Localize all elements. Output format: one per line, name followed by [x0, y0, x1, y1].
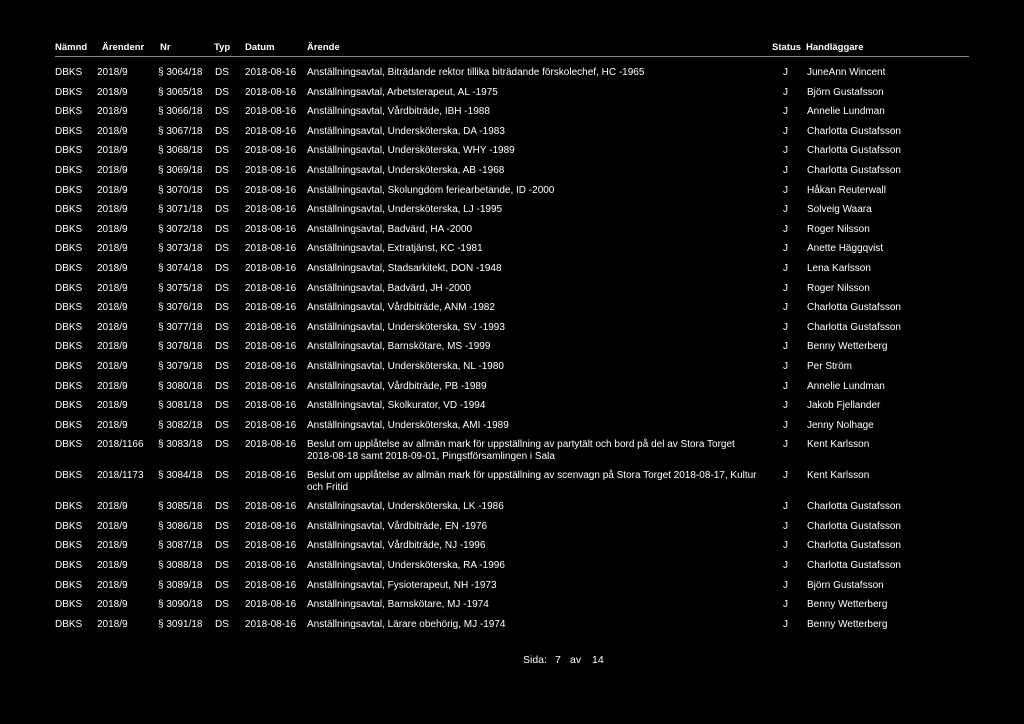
table-row	[0, 67, 1024, 87]
cell-namnd: DBKS	[55, 439, 83, 451]
header-status: Status	[772, 42, 802, 53]
cell-datum: 2018-08-16	[245, 106, 297, 118]
cell-arendenr: 2018/9	[97, 184, 128, 196]
header-namnd: Nämnd	[55, 42, 88, 53]
cell-status: J	[783, 262, 788, 274]
cell-namnd: DBKS	[55, 380, 83, 392]
cell-arendenr: 2018/9	[97, 540, 128, 552]
table-row	[0, 501, 1024, 521]
cell-handlaggare: Kent Karlsson	[807, 470, 870, 482]
cell-handlaggare: Håkan Reuterwall	[807, 184, 886, 196]
cell-status: J	[783, 243, 788, 255]
cell-typ: DS	[215, 470, 229, 482]
cell-nr: § 3067/18	[158, 125, 203, 137]
cell-arendenr: 2018/9	[97, 145, 128, 157]
cell-status: J	[783, 360, 788, 372]
cell-handlaggare: Jenny Nolhage	[807, 419, 874, 431]
cell-typ: DS	[215, 282, 229, 294]
cell-typ: DS	[215, 106, 229, 118]
table-row	[0, 439, 1024, 470]
cell-typ: DS	[215, 145, 229, 157]
cell-status: J	[783, 439, 788, 451]
header-arendenr: Ärendenr	[102, 42, 145, 53]
cell-namnd: DBKS	[55, 341, 83, 353]
cell-datum: 2018-08-16	[245, 321, 297, 333]
cell-arende: Anställningsavtal, Undersköterska, RA -1996	[307, 560, 505, 572]
cell-typ: DS	[215, 540, 229, 552]
header-datum: Datum	[245, 42, 275, 53]
cell-datum: 2018-08-16	[245, 360, 297, 372]
cell-arende: Anställningsavtal, Barnskötare, MJ -1974	[307, 599, 489, 611]
cell-typ: DS	[215, 67, 229, 78]
cell-typ: DS	[215, 125, 229, 137]
cell-namnd: DBKS	[55, 321, 83, 333]
cell-arendenr: 2018/9	[97, 86, 128, 98]
cell-arendenr: 2018/9	[97, 282, 128, 294]
cell-datum: 2018-08-16	[245, 380, 297, 392]
cell-status: J	[783, 341, 788, 353]
cell-nr: § 3066/18	[158, 106, 203, 118]
cell-typ: DS	[215, 400, 229, 412]
cell-nr: § 3076/18	[158, 302, 203, 314]
cell-arendenr: 2018/9	[97, 106, 128, 118]
cell-arende: Anställningsavtal, Undersköterska, LJ -1995	[307, 204, 503, 216]
cell-nr: § 3074/18	[158, 262, 203, 274]
cell-typ: DS	[215, 501, 229, 513]
table-row	[0, 165, 1024, 185]
cell-namnd: DBKS	[55, 560, 83, 572]
cell-handlaggare: Lena Karlsson	[807, 262, 871, 274]
cell-nr: § 3069/18	[158, 164, 203, 176]
cell-typ: DS	[215, 204, 229, 216]
cell-arendenr: 2018/9	[97, 125, 128, 137]
cell-arende: Anställningsavtal, Undersköterska, SV -1993	[307, 321, 505, 333]
cell-typ: DS	[215, 243, 229, 255]
cell-status: J	[783, 470, 788, 482]
cell-typ: DS	[215, 341, 229, 353]
cell-handlaggare: Charlotta Gustafsson	[807, 321, 901, 333]
cell-namnd: DBKS	[55, 400, 83, 412]
cell-typ: DS	[215, 599, 229, 611]
cell-arende: Anställningsavtal, Badvärd, HA -2000	[307, 223, 473, 235]
header-divider	[55, 56, 969, 57]
cell-datum: 2018-08-16	[245, 419, 297, 431]
cell-status: J	[783, 540, 788, 552]
cell-datum: 2018-08-16	[245, 579, 297, 591]
cell-handlaggare: JuneAnn Wincent	[807, 67, 886, 78]
table-row	[0, 263, 1024, 283]
cell-arendenr: 2018/9	[97, 321, 128, 333]
cell-typ: DS	[215, 579, 229, 591]
cell-arende: Anställningsavtal, Stadsarkitekt, DON -1948	[307, 262, 502, 274]
cell-namnd: DBKS	[55, 262, 83, 274]
cell-nr: § 3071/18	[158, 204, 203, 216]
cell-datum: 2018-08-16	[245, 439, 297, 451]
cell-status: J	[783, 321, 788, 333]
cell-arende: Anställningsavtal, Undersköterska, AB -1968	[307, 164, 505, 176]
cell-arendenr: 2018/9	[97, 341, 128, 353]
cell-nr: § 3077/18	[158, 321, 203, 333]
cell-datum: 2018-08-16	[245, 204, 297, 216]
cell-handlaggare: Benny Wetterberg	[807, 599, 888, 611]
cell-namnd: DBKS	[55, 243, 83, 255]
cell-typ: DS	[215, 360, 229, 372]
cell-status: J	[783, 599, 788, 611]
cell-namnd: DBKS	[55, 419, 83, 431]
cell-namnd: DBKS	[55, 67, 83, 78]
cell-arende: Anställningsavtal, Fysioterapeut, NH -1973	[307, 579, 497, 591]
table-row	[0, 185, 1024, 205]
cell-nr: § 3080/18	[158, 380, 203, 392]
cell-arende: Anställningsavtal, Vårdbiträde, EN -1976	[307, 520, 488, 532]
table-body	[0, 67, 1024, 638]
header-handlaggare: Handläggare	[806, 42, 864, 53]
cell-arendenr: 2018/9	[97, 400, 128, 412]
cell-arende: Anställningsavtal, Undersköterska, AMI -1989	[307, 419, 509, 431]
cell-handlaggare: Annelie Lundman	[807, 380, 885, 392]
cell-handlaggare: Charlotta Gustafsson	[807, 125, 901, 137]
cell-arendenr: 2018/9	[97, 302, 128, 314]
table-row	[0, 126, 1024, 146]
cell-datum: 2018-08-16	[245, 223, 297, 235]
cell-namnd: DBKS	[55, 599, 83, 611]
cell-nr: § 3082/18	[158, 419, 203, 431]
cell-datum: 2018-08-16	[245, 184, 297, 196]
cell-datum: 2018-08-16	[245, 262, 297, 274]
cell-status: J	[783, 302, 788, 314]
cell-handlaggare: Roger Nilsson	[807, 223, 870, 235]
cell-nr: § 3079/18	[158, 360, 203, 372]
footer-sida-label: Sida:	[523, 654, 547, 666]
cell-arende: Anställningsavtal, Barnskötare, MS -1999	[307, 341, 491, 353]
cell-datum: 2018-08-16	[245, 341, 297, 353]
cell-nr: § 3070/18	[158, 184, 203, 196]
cell-handlaggare: Solveig Waara	[807, 204, 872, 216]
cell-arendenr: 2018/9	[97, 419, 128, 431]
cell-arendenr: 2018/9	[97, 262, 128, 274]
cell-namnd: DBKS	[55, 579, 83, 591]
cell-datum: 2018-08-16	[245, 560, 297, 572]
cell-arendenr: 2018/9	[97, 67, 128, 78]
cell-arende: Anställningsavtal, Undersköterska, NL -1980	[307, 360, 504, 372]
cell-arende: Anställningsavtal, Badvärd, JH -2000	[307, 282, 471, 294]
cell-handlaggare: Charlotta Gustafsson	[807, 302, 901, 314]
cell-typ: DS	[215, 262, 229, 274]
table-row	[0, 361, 1024, 381]
table-header	[0, 42, 1024, 54]
cell-arende: Anställningsavtal, Undersköterska, DA -1983	[307, 125, 505, 137]
cell-arendenr: 2018/1173	[97, 470, 144, 482]
cell-handlaggare: Björn Gustafsson	[807, 86, 884, 98]
cell-nr: § 3075/18	[158, 282, 203, 294]
cell-datum: 2018-08-16	[245, 470, 297, 482]
cell-typ: DS	[215, 86, 229, 98]
cell-datum: 2018-08-16	[245, 145, 297, 157]
cell-namnd: DBKS	[55, 360, 83, 372]
cell-arende: Anställningsavtal, Lärare obehörig, MJ -1974	[307, 618, 506, 630]
cell-nr: § 3068/18	[158, 145, 203, 157]
cell-typ: DS	[215, 520, 229, 532]
cell-datum: 2018-08-16	[245, 164, 297, 176]
cell-namnd: DBKS	[55, 106, 83, 118]
cell-arendenr: 2018/9	[97, 360, 128, 372]
cell-typ: DS	[215, 380, 229, 392]
cell-handlaggare: Charlotta Gustafsson	[807, 164, 901, 176]
cell-nr: § 3085/18	[158, 501, 203, 513]
cell-arendenr: 2018/9	[97, 501, 128, 513]
cell-nr: § 3081/18	[158, 400, 203, 412]
cell-namnd: DBKS	[55, 540, 83, 552]
cell-namnd: DBKS	[55, 204, 83, 216]
header-arende: Ärende	[307, 42, 340, 53]
table-row	[0, 420, 1024, 440]
cell-nr: § 3091/18	[158, 618, 203, 630]
footer-av-label: av	[570, 654, 582, 666]
cell-typ: DS	[215, 184, 229, 196]
cell-status: J	[783, 67, 788, 78]
cell-namnd: DBKS	[55, 125, 83, 137]
footer-page-number: 7	[555, 654, 561, 666]
cell-status: J	[783, 86, 788, 98]
cell-nr: § 3088/18	[158, 560, 203, 572]
cell-status: J	[783, 282, 788, 294]
cell-nr: § 3078/18	[158, 341, 203, 353]
cell-namnd: DBKS	[55, 470, 83, 482]
cell-typ: DS	[215, 164, 229, 176]
cell-arende: Anställningsavtal, Biträdande rektor tillika biträdande förskolechef, HC -1965	[307, 67, 645, 78]
cell-arendenr: 2018/9	[97, 579, 128, 591]
cell-status: J	[783, 145, 788, 157]
cell-typ: DS	[215, 618, 229, 630]
cell-arende: Anställningsavtal, Vårdbiträde, PB -1989	[307, 380, 487, 392]
cell-datum: 2018-08-16	[245, 86, 297, 98]
cell-handlaggare: Charlotta Gustafsson	[807, 540, 901, 552]
table-row	[0, 619, 1024, 639]
cell-arende: Beslut om upplåtelse av allmän mark för uppställning av scenvagn på Stora Torget 2018-08-17, Kultur och Fritid	[307, 470, 757, 494]
cell-status: J	[783, 618, 788, 630]
cell-status: J	[783, 400, 788, 412]
table-row	[0, 106, 1024, 126]
cell-nr: § 3086/18	[158, 520, 203, 532]
cell-status: J	[783, 106, 788, 118]
cell-nr: § 3072/18	[158, 223, 203, 235]
cell-namnd: DBKS	[55, 282, 83, 294]
table-row	[0, 540, 1024, 560]
cell-handlaggare: Charlotta Gustafsson	[807, 145, 901, 157]
cell-typ: DS	[215, 302, 229, 314]
cell-nr: § 3090/18	[158, 599, 203, 611]
cell-typ: DS	[215, 439, 229, 451]
cell-namnd: DBKS	[55, 618, 83, 630]
cell-nr: § 3065/18	[158, 86, 203, 98]
cell-nr: § 3083/18	[158, 439, 203, 451]
table-row	[0, 521, 1024, 541]
cell-status: J	[783, 419, 788, 431]
cell-handlaggare: Charlotta Gustafsson	[807, 520, 901, 532]
cell-namnd: DBKS	[55, 86, 83, 98]
table-row	[0, 470, 1024, 501]
cell-arendenr: 2018/9	[97, 599, 128, 611]
cell-namnd: DBKS	[55, 501, 83, 513]
cell-arendenr: 2018/9	[97, 380, 128, 392]
cell-status: J	[783, 501, 788, 513]
cell-typ: DS	[215, 223, 229, 235]
table-row	[0, 341, 1024, 361]
cell-arendenr: 2018/9	[97, 204, 128, 216]
cell-datum: 2018-08-16	[245, 520, 297, 532]
cell-nr: § 3089/18	[158, 579, 203, 591]
footer-page-total: 14	[592, 654, 604, 666]
table-row	[0, 224, 1024, 244]
table-row	[0, 243, 1024, 263]
cell-arende: Anställningsavtal, Undersköterska, LK -1986	[307, 501, 504, 513]
cell-arende: Anställningsavtal, Arbetsterapeut, AL -1975	[307, 86, 498, 98]
cell-arende: Anställningsavtal, Skolkurator, VD -1994	[307, 400, 486, 412]
cell-handlaggare: Charlotta Gustafsson	[807, 560, 901, 572]
cell-status: J	[783, 579, 788, 591]
cell-arende: Anställningsavtal, Undersköterska, WHY -1989	[307, 145, 515, 157]
table-row	[0, 145, 1024, 165]
cell-arendenr: 2018/9	[97, 618, 128, 630]
cell-status: J	[783, 125, 788, 137]
cell-handlaggare: Björn Gustafsson	[807, 579, 884, 591]
cell-status: J	[783, 164, 788, 176]
cell-handlaggare: Charlotta Gustafsson	[807, 501, 901, 513]
cell-namnd: DBKS	[55, 520, 83, 532]
cell-handlaggare: Benny Wetterberg	[807, 341, 888, 353]
table-row	[0, 400, 1024, 420]
cell-arendenr: 2018/9	[97, 164, 128, 176]
table-row	[0, 381, 1024, 401]
cell-status: J	[783, 184, 788, 196]
cell-typ: DS	[215, 560, 229, 572]
header-nr: Nr	[160, 42, 171, 53]
cell-arende: Anställningsavtal, Vårdbiträde, IBH -1988	[307, 106, 490, 118]
cell-datum: 2018-08-16	[245, 125, 297, 137]
cell-arende: Anställningsavtal, Vårdbiträde, NJ -1996	[307, 540, 486, 552]
cell-handlaggare: Annelie Lundman	[807, 106, 885, 118]
table-row	[0, 283, 1024, 303]
cell-status: J	[783, 223, 788, 235]
cell-arende: Anställningsavtal, Vårdbiträde, ANM -1982	[307, 302, 495, 314]
header-typ: Typ	[214, 42, 231, 53]
table-row	[0, 302, 1024, 322]
cell-handlaggare: Anette Häggqvist	[807, 243, 884, 255]
table-row	[0, 599, 1024, 619]
cell-arendenr: 2018/9	[97, 520, 128, 532]
cell-arende: Beslut om upplåtelse av allmän mark för uppställning av partytält och bord på del av Stora Torget 2018-08-18 samt 2018-09-01, Pingstförsamlingen i Sala	[307, 439, 735, 463]
cell-typ: DS	[215, 419, 229, 431]
cell-nr: § 3073/18	[158, 243, 203, 255]
cell-nr: § 3087/18	[158, 540, 203, 552]
cell-status: J	[783, 520, 788, 532]
cell-datum: 2018-08-16	[245, 67, 297, 78]
cell-datum: 2018-08-16	[245, 400, 297, 412]
table-row	[0, 204, 1024, 224]
cell-arende: Anställningsavtal, Skolungdom feriearbetande, ID -2000	[307, 184, 555, 196]
cell-namnd: DBKS	[55, 302, 83, 314]
table-row	[0, 560, 1024, 580]
cell-arendenr: 2018/9	[97, 560, 128, 572]
cell-status: J	[783, 560, 788, 572]
cell-nr: § 3064/18	[158, 67, 203, 78]
cell-typ: DS	[215, 321, 229, 333]
cell-datum: 2018-08-16	[245, 501, 297, 513]
cell-namnd: DBKS	[55, 145, 83, 157]
cell-datum: 2018-08-16	[245, 243, 297, 255]
cell-handlaggare: Roger Nilsson	[807, 282, 870, 294]
table-row	[0, 580, 1024, 600]
cell-arendenr: 2018/9	[97, 223, 128, 235]
cell-handlaggare: Jakob Fjellander	[807, 400, 881, 412]
cell-namnd: DBKS	[55, 184, 83, 196]
cell-datum: 2018-08-16	[245, 540, 297, 552]
cell-nr: § 3084/18	[158, 470, 203, 482]
cell-status: J	[783, 380, 788, 392]
cell-status: J	[783, 204, 788, 216]
cell-arendenr: 2018/9	[97, 243, 128, 255]
table-row	[0, 322, 1024, 342]
cell-arende: Anställningsavtal, Extratjänst, KC -1981	[307, 243, 483, 255]
cell-datum: 2018-08-16	[245, 618, 297, 630]
cell-datum: 2018-08-16	[245, 302, 297, 314]
table-row	[0, 87, 1024, 107]
cell-namnd: DBKS	[55, 164, 83, 176]
cell-arendenr: 2018/1166	[97, 439, 144, 451]
cell-handlaggare: Kent Karlsson	[807, 439, 870, 451]
cell-namnd: DBKS	[55, 223, 83, 235]
cell-datum: 2018-08-16	[245, 282, 297, 294]
cell-handlaggare: Benny Wetterberg	[807, 618, 888, 630]
cell-handlaggare: Per Ström	[807, 360, 853, 372]
cell-datum: 2018-08-16	[245, 599, 297, 611]
